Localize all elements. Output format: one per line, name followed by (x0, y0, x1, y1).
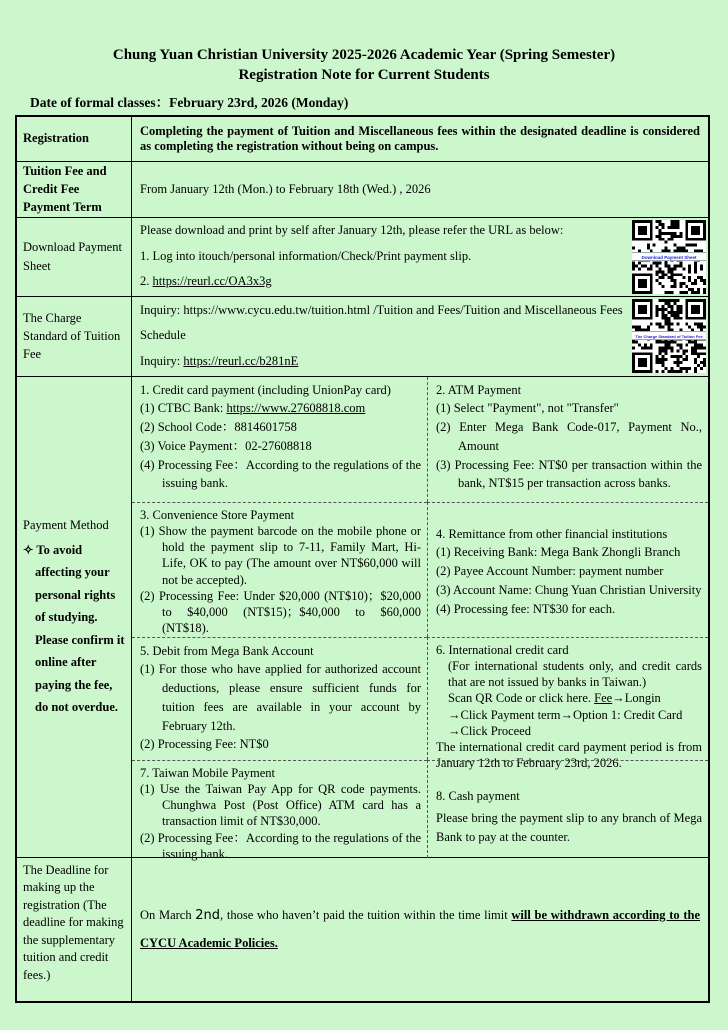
charge-inquiry-2: Inquiry: https://reurl.cc/b281nE (140, 353, 299, 368)
qr-code-download-payment-sheet (632, 220, 706, 294)
method-international-card (427, 637, 708, 771)
method-6-line-c: →Click Payment term→Option 1: Credit Card (448, 707, 683, 722)
deadline-text: On March 2nd, those who haven’t paid the tuition within the time limit will be withdrawn according to the CYCU Academic Policies. (140, 908, 700, 950)
withdrawal-warning: will be withdrawn according to the CYCU Academic Policies. (140, 908, 700, 950)
method-6-title: 6. International credit card (436, 642, 569, 657)
method-8-title: 8. Cash payment (436, 788, 520, 803)
row-payment-term-label: Tuition Fee and Credit Fee Payment Term (17, 162, 132, 217)
method-1-item-3: (3) Voice Payment：02-27608818 (140, 438, 312, 453)
qr-caption-charge-standard: The Charge Standard of Tuition Fee (632, 331, 706, 340)
ctbc-bank-link[interactable]: https://www.27608818.com (226, 401, 366, 416)
method-7-title: 7. Taiwan Mobile Payment (140, 765, 275, 780)
method-7-item-2: (2) Processing Fee：According to the regulations of the issuing bank. (140, 830, 421, 861)
date-of-formal-classes: Date of formal classes：February 23rd, 2026 (Monday) (30, 94, 349, 110)
fee-link[interactable]: Fee (594, 691, 613, 706)
row-payment-method-label (17, 377, 132, 857)
method-5-item-2: (2) Processing Fee: NT$0 (140, 737, 269, 752)
row-download-label: Download Payment Sheet (17, 218, 132, 296)
row-deadline (17, 857, 708, 1001)
method-6-footer: The international credit card payment period is from January 12th to February 23rd, 2026. (436, 740, 702, 771)
payment-methods-grid (132, 377, 708, 861)
payment-method-note: ✧ To avoid affecting your personal rights of studying. Please confirm it online after paying the fee, do not overdue. (23, 542, 125, 715)
method-5-item-1: (1) For those who have applied for authorized account deductions, please ensure sufficient funds for tuition fees are available in your account by February 12th. (140, 662, 421, 733)
method-2-item-1: (1) Select "Payment", not "Transfer" (436, 401, 619, 416)
method-3-item-2: (2) Processing Fee: Under $20,000 (NT$10)；$20,000 to $40,000 (NT$15)；$40,000 to $60,000 (NT$18). (140, 588, 421, 636)
charge-standard-link[interactable]: https://reurl.cc/b281nE (183, 353, 299, 368)
charge-standard-text (140, 298, 632, 375)
method-3-item-1: (1) Show the payment barcode on the mobile phone or hold the payment slip to 7-11, Family Mart, Hi-Life, OK to pay (The amount over NT$60,000 will not be accepted). (140, 523, 421, 587)
method-6-line-a: (For international students only, and credit cards that are not issued by banks in Taiwan.) (448, 658, 702, 689)
method-5-title: 5. Debit from Mega Bank Account (140, 643, 314, 658)
method-convenience-store (132, 502, 427, 637)
row-charge-standard-label: The Charge Standard of Tuition Fee (17, 297, 132, 376)
registration-table (15, 115, 710, 1003)
method-4-title: 4. Remittance from other financial institutions (436, 526, 668, 541)
registration-text: Completing the payment of Tuition and Miscellaneous fees within the designated deadline is considered as completing the registration without being on campus. (140, 123, 700, 153)
method-cash (427, 760, 708, 858)
method-3-title: 3. Convenience Store Payment (140, 507, 295, 522)
method-2-title: 2. ATM Payment (436, 382, 522, 397)
method-1-item-1: (1) CTBC Bank: https://www.27608818.com (140, 401, 366, 416)
deadline-day-number: 2nd (195, 908, 221, 924)
method-atm (427, 377, 708, 502)
row-payment-method (17, 376, 708, 861)
method-2-item-2: (2) Enter Mega Bank Code-017, Payment No., Amount (436, 420, 702, 453)
document-title (0, 0, 728, 86)
diamond-bullet-icon: ✧ (23, 542, 37, 557)
download-step-2: 2. https://reurl.cc/OA3x3g (140, 274, 272, 289)
method-2-item-3: (3) Processing Fee: NT$0 per transaction within the bank, NT$15 per transaction across banks. (436, 457, 702, 491)
row-payment-term (17, 161, 708, 217)
method-1-title: 1. Credit card payment (including UnionPay card) (140, 382, 391, 397)
method-6-line-b: Scan QR Code or click here. Fee→Longin (448, 691, 661, 706)
download-intro: Please download and print by self after January 12th, please refer the URL as below: (140, 223, 564, 238)
download-sheet-link[interactable]: https://reurl.cc/OA3x3g (152, 274, 272, 289)
method-6-line-d: →Click Proceed (448, 723, 531, 738)
method-8-body: Please bring the payment slip to any branch of Mega Bank to pay at the counter. (436, 811, 702, 844)
method-4-item-3: (3) Account Name: Chung Yuan Christian University (436, 582, 702, 597)
download-step-1: 1. Log into itouch/personal information/Check/Print payment slip. (140, 248, 472, 263)
row-registration-label: Registration (17, 117, 132, 161)
row-charge-standard (17, 296, 708, 376)
method-1-item-4: (4) Processing Fee：According to the regulations of the issuing bank. (140, 457, 421, 491)
method-taiwan-mobile (132, 760, 427, 861)
title-line-1: Chung Yuan Christian University 2025-2026 Academic Year (Spring Semester) (112, 47, 616, 63)
method-4-item-2: (2) Payee Account Number: payment number (436, 564, 664, 578)
method-4-item-4: (4) Processing fee: NT$30 for each. (436, 601, 616, 616)
method-remittance (427, 502, 708, 637)
method-mega-debit (132, 637, 427, 760)
payment-term-text: From January 12th (Mon.) to February 18th (Wed.) , 2026 (140, 181, 431, 196)
method-7-item-1: (1) Use the Taiwan Pay App for QR code payments. Chunghwa Post (Post Office) ATM card has a transaction limit of NT$30,000. (140, 781, 421, 829)
row-registration (17, 117, 708, 161)
payment-method-label-text: Payment Method (23, 518, 109, 533)
method-4-item-1: (1) Receiving Bank: Mega Bank Zhongli Branch (436, 545, 681, 560)
download-instructions (140, 218, 632, 295)
method-1-item-2: (2) School Code：8814601758 (140, 420, 297, 434)
qr-code-charge-standard (632, 299, 706, 373)
method-credit-card (132, 377, 427, 502)
charge-inquiry-1: Inquiry: https://www.cycu.edu.tw/tuition.html /Tuition and Fees/Tuition and Miscellaneous Fees Schedule (140, 302, 623, 343)
title-line-2: Registration Note for Current Students (238, 67, 490, 84)
row-download-payment-sheet (17, 217, 708, 296)
row-deadline-label: The Deadline for making up the registration (The deadline for making the supplementary tuition and credit fees.) (17, 858, 132, 1001)
qr-caption-download: Download Payment Sheet (632, 252, 706, 261)
